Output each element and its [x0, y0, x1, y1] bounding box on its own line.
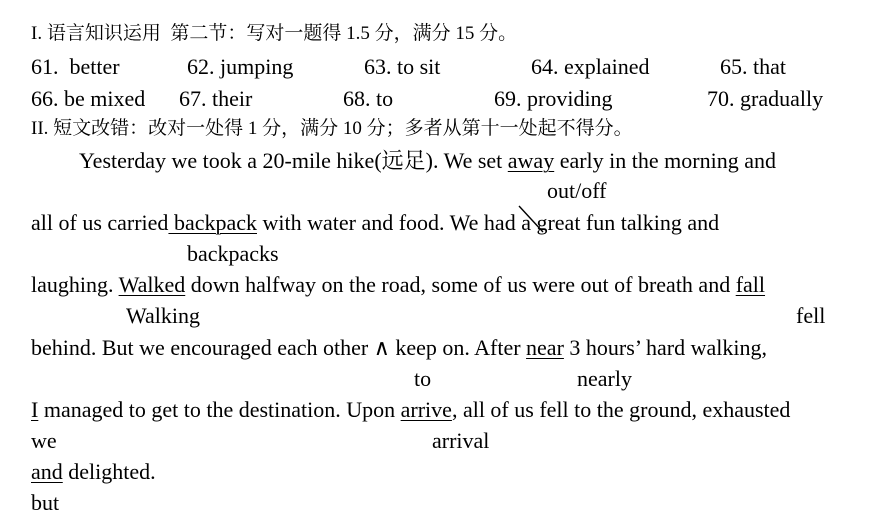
error-away: away — [507, 148, 555, 173]
passage-line-2 — [31, 212, 719, 234]
text: down halfway on the road, some of us were out of breath and — [185, 272, 736, 297]
correction-walking: Walking — [126, 303, 200, 328]
text: delighted. — [62, 459, 156, 484]
text: Yesterday we took a 20-mile hike(远足). We set — [79, 148, 508, 173]
answer-65: 65. that — [720, 54, 786, 79]
passage-line-1 — [79, 150, 776, 172]
passage-line-6 — [31, 461, 156, 483]
text: all of us carried — [31, 210, 169, 235]
answer-61: 61. better — [31, 54, 120, 79]
text: , all of us fell to the ground, exhausted — [451, 397, 791, 422]
error-walked: Walked — [118, 272, 186, 297]
answer-68: 68. to — [343, 86, 394, 111]
text: keep on. After — [389, 335, 527, 360]
text: great fun talking and — [530, 210, 720, 235]
answer-62: 62. jumping — [187, 54, 294, 79]
passage-line-4 — [31, 337, 767, 359]
correction-fell: fell — [796, 303, 826, 328]
answer-67: 67. their — [179, 86, 253, 111]
error-arrive: arrive — [400, 397, 452, 422]
answer-66: 66. be mixed — [31, 86, 146, 111]
passage-line-3 — [31, 274, 765, 296]
deletion-mark-icon — [517, 204, 547, 234]
error-backpack: backpack — [168, 210, 257, 235]
text: early in the morning and — [554, 148, 776, 173]
answer-64: 64. explained — [531, 54, 650, 79]
error-i: I — [31, 397, 39, 422]
correction-backpacks: backpacks — [187, 241, 279, 266]
text: behind. But we encouraged each other — [31, 335, 374, 360]
section2-heading: II. 短文改错：改对一处得 1 分，满分 10 分；多者从第十一处起不得分。 — [31, 118, 633, 139]
error-near: near — [526, 335, 564, 360]
deleted-word-text: a — [521, 210, 531, 235]
text: with water and food. We had — [257, 210, 522, 235]
deleted-word — [521, 210, 531, 235]
error-fall: fall — [735, 272, 766, 297]
answer-69: 69. providing — [494, 86, 613, 111]
correction-out-off: out/off — [547, 178, 607, 203]
text: 3 hours’ hard walking, — [563, 335, 767, 360]
text: managed to get to the destination. Upon — [38, 397, 401, 422]
correction-we: we — [31, 428, 57, 453]
error-and: and — [31, 459, 63, 484]
answer-63: 63. to sit — [364, 54, 441, 79]
text: laughing. — [31, 272, 119, 297]
correction-to: to — [414, 366, 432, 391]
correction-nearly: nearly — [577, 366, 632, 391]
correction-but: but — [31, 490, 60, 515]
insert-caret-icon: ∧ — [373, 335, 390, 360]
answer-70: 70. gradually — [707, 86, 824, 111]
section1-heading: I. 语言知识运用 第二节：写对一题得 1.5 分，满分 15 分。 — [31, 23, 518, 44]
passage-line-5 — [31, 399, 790, 421]
correction-arrival: arrival — [432, 428, 490, 453]
